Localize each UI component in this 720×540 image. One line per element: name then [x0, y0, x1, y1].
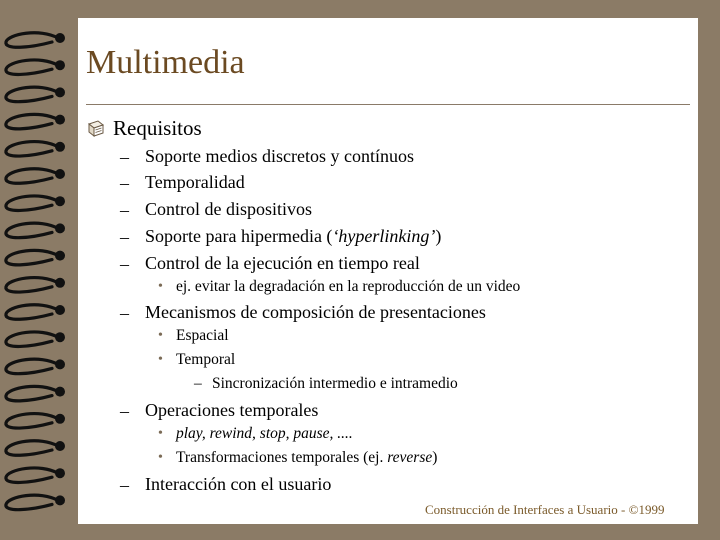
spiral-ring-icon	[6, 169, 58, 184]
title-divider	[86, 104, 690, 105]
binding-hole	[55, 332, 65, 342]
dot-bullet: •	[158, 426, 163, 441]
dash-bullet: –	[120, 227, 129, 247]
list-item: Soporte medios discretos y contínuos	[145, 146, 414, 166]
binding-hole	[55, 359, 65, 369]
spiral-ring-icon	[6, 33, 58, 48]
list-item-interaccion: Interacción con el usuario	[145, 474, 332, 494]
dot-bullet: •	[158, 450, 163, 465]
dash-bullet: –	[120, 475, 129, 495]
binding-hole	[55, 305, 65, 315]
spiral-ring-icon	[6, 359, 58, 374]
dash-bullet: –	[120, 401, 129, 421]
dot-bullet: •	[158, 352, 163, 367]
spiral-ring-icon	[6, 495, 58, 510]
sub-list-item: play, rewind, stop, pause, ....	[176, 425, 353, 442]
spiral-ring-icon	[6, 196, 58, 211]
dot-bullet: •	[158, 328, 163, 343]
sub-sub-list-item: Sincronización intermedio e intramedio	[212, 375, 458, 392]
spiral-ring-icon	[6, 114, 58, 129]
book-icon	[86, 118, 106, 138]
dash-bullet: –	[120, 200, 129, 220]
spiral-ring-icon	[6, 250, 58, 265]
binding-hole	[55, 495, 65, 505]
spiral-ring-icon	[6, 468, 58, 483]
sub-list-item: Temporal	[176, 351, 236, 368]
binding-hole	[55, 60, 65, 70]
dash-bullet: –	[120, 254, 129, 274]
list-item-mecanismos: Mecanismos de composición de presentaciones	[145, 302, 486, 322]
dash-bullet: –	[120, 173, 129, 193]
spiral-ring-icon	[6, 278, 58, 293]
binding-hole	[55, 278, 65, 288]
binding-hole	[55, 196, 65, 206]
binding-hole	[55, 223, 65, 233]
spiral-ring-icon	[6, 386, 58, 401]
section-heading: Requisitos	[113, 116, 202, 140]
binding-hole	[55, 87, 65, 97]
list-item-operaciones: Operaciones temporales	[145, 400, 319, 420]
list-item-hipermedia: Soporte para hipermedia (‘hyperlinking’)	[145, 226, 442, 246]
list-item: Temporalidad	[145, 172, 245, 192]
spiral-ring-icon	[6, 223, 58, 238]
sub-list-item: ej. evitar la degradación en la reproducción de un video	[176, 278, 521, 295]
spiral-ring-icon	[6, 60, 58, 75]
binding-hole	[55, 468, 65, 478]
sub-list-item: Espacial	[176, 327, 229, 344]
spiral-ring-icon	[6, 142, 58, 157]
list-item: Control de dispositivos	[145, 199, 313, 219]
dot-bullet: •	[158, 279, 163, 294]
dash-bullet: –	[120, 303, 129, 323]
spiral-ring-icon	[6, 441, 58, 456]
binding-hole	[55, 142, 65, 152]
slide-title: Multimedia	[86, 44, 245, 81]
spiral-ring-icon	[6, 305, 58, 320]
list-item: Control de la ejecución en tiempo real	[145, 253, 420, 273]
slide-footer: Construcción de Interfaces a Usuario - ©1999	[425, 502, 665, 517]
binding-hole	[55, 387, 65, 397]
spiral-ring-icon	[6, 87, 58, 102]
dash-bullet: –	[194, 375, 202, 392]
spiral-binding	[0, 0, 80, 540]
spiral-ring-icon	[6, 332, 58, 347]
binding-hole	[55, 251, 65, 261]
binding-hole	[55, 115, 65, 125]
sub-list-item: Transformaciones temporales (ej. reverse)	[176, 449, 438, 466]
binding-hole	[55, 33, 65, 43]
binding-hole	[55, 441, 65, 451]
dash-bullet: –	[120, 147, 129, 167]
binding-hole	[55, 169, 65, 179]
binding-hole	[55, 414, 65, 424]
spiral-ring-icon	[6, 414, 58, 429]
